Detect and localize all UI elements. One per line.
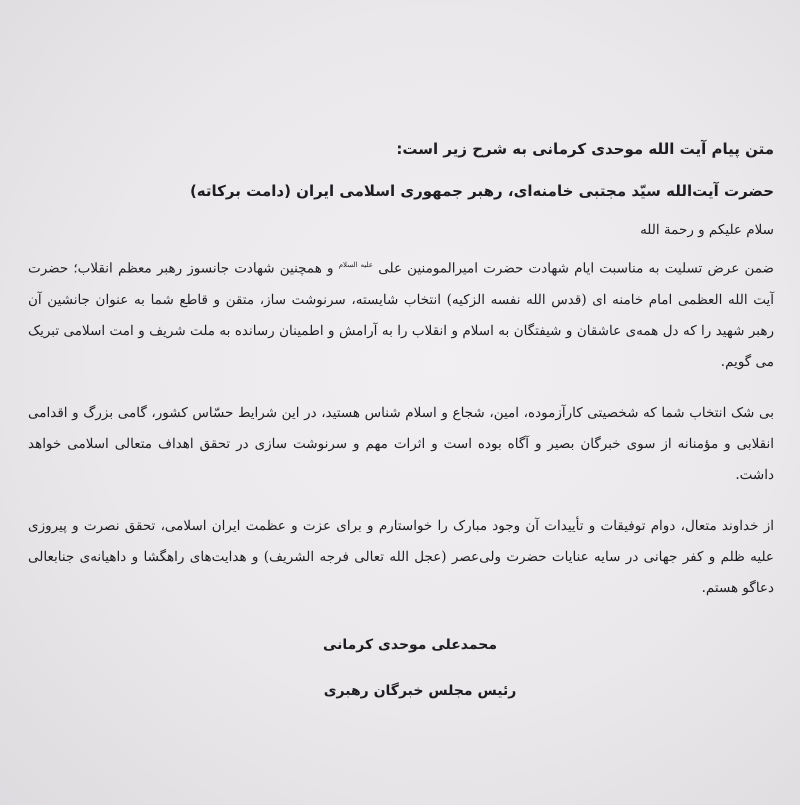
paragraph-1-text-a: ضمن عرض تسلیت به مناسبت ایام شهادت حضرت امیرالمومنین علی bbox=[378, 260, 774, 277]
signature-block bbox=[0, 630, 800, 706]
letter-paragraph-1 bbox=[28, 250, 774, 378]
letter-paragraph-3: از خداوند متعال، دوام توفیقات و تأییدات آن وجود مبارک را خواستارم و برای عزت و عظمت ایران اسلامی، تحقق نصرت و پیروزی علیه ظلم و کفر جهانی در سایه عنایات حضرت ولی‌عصر (عجل الله تعالی فرجه الشریف) و هدایت‌های راهگشا و داهیانه‌ی جنابعالی دعاگو هستم. bbox=[28, 517, 774, 596]
letter-addressee: حضرت آیت‌الله سیّد مجتبی خامنه‌ای، رهبر جمهوری اسلامی ایران (دامت برکاته) bbox=[189, 182, 774, 200]
letter-intro: متن پیام آیت الله موحدی کرمانی به شرح زیر است: bbox=[396, 140, 774, 158]
letter-body bbox=[28, 134, 774, 624]
signature-title: رئیس مجلس خبرگان رهبری bbox=[323, 683, 517, 699]
letter-paragraph-2: بی شک انتخاب شما که شخصیتی کارآزموده، امین، شجاع و اسلام شناس هستید، در این شرایط حسّاس کشور، گامی بزرگ و اقدامی انقلابی و مؤمنانه از سوی خبرگان بصیر و آگاه بوده است و اثرات مهم و سرنوشت سازی در تحقق اهداف متعالی اسلامی خواهد داشت. bbox=[28, 404, 774, 483]
paragraph-1-text-b: و همچنین شهادت جانسوز رهبر معظم انقلاب؛ حضرت آیت الله العظمی امام خامنه ای (قدس الله نفسه الزکیه) انتخاب شایسته، سرنوشت ساز، متقن و قاطع شما به عنوان جانشین آن رهبر شهید را که دل همه‌ی عاشقان و شیفتگان به اسلام و انقلاب را به آرامش و اطمینان رسانده به ملت شریف و امت اسلامی تبریک می گویم. bbox=[28, 260, 774, 370]
signature-name: محمدعلی موحدی کرمانی bbox=[322, 637, 498, 653]
honorific-superscript: علیه السلام bbox=[338, 261, 374, 269]
letter-greeting: سلام علیکم و رحمة الله bbox=[640, 222, 774, 238]
